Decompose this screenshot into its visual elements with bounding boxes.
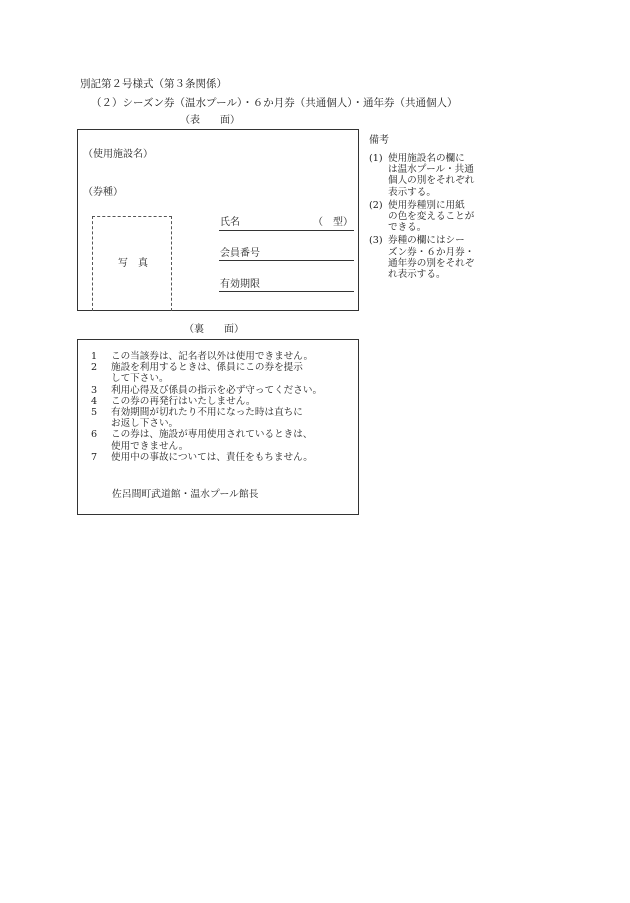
issuer-name: 佐呂間町武道館・温水プール館長 [112, 489, 259, 500]
rule-text: この当該券は、記名者以外は使用できません。 [111, 351, 314, 362]
expiry-line [219, 291, 354, 292]
form-subtitle: （２）シーズン券（温水プール）・６か月券（共通個人）・通年券（共通個人） [91, 97, 458, 109]
rule-item [91, 351, 356, 362]
blood-type-label: （ 型） [313, 217, 353, 228]
rule-text: この券は、施設が専用使用されているときは、 使用できません。 [111, 429, 313, 452]
rule-item [91, 385, 356, 396]
ticket-type-label: （券種） [83, 187, 123, 198]
back-side-label: （裏 面） [184, 324, 244, 335]
rule-text: この券の再発行はいたしません。 [111, 395, 256, 407]
rule-item [91, 362, 356, 384]
name-line [219, 230, 354, 231]
remark-text: 使用施設名の欄に は温水プール・共通 個人の別をそれぞれ 表示する。 [388, 153, 475, 198]
rule-text: 使用中の事故については、責任をもちません。 [111, 451, 313, 463]
remark-number: (2) [369, 199, 383, 211]
remarks-title: 備考 [369, 135, 389, 146]
remark-item [369, 200, 495, 234]
rule-text: 施設を利用するときは、係員にこの券を提示 して下さい。 [111, 362, 303, 385]
rule-text: 有効期間が切れたり不用になった時は直ちに お返し下さい。 [111, 407, 303, 430]
rule-number: 6 [91, 429, 98, 441]
name-label: 氏名 [220, 217, 240, 228]
remark-text: 使用券種別に用紙 の色を変えることが できる。 [388, 199, 475, 234]
rule-item [91, 429, 356, 451]
rule-number: 5 [91, 407, 98, 419]
rule-number: 4 [91, 395, 98, 407]
remark-number: (3) [369, 235, 383, 247]
rule-text: 利用心得及び係員の指示を必ず守ってください。 [111, 384, 323, 396]
expiry-label: 有効期限 [220, 279, 260, 290]
rule-item [91, 396, 356, 407]
rule-number: 1 [91, 351, 98, 362]
facility-name-label: （使用施設名） [83, 149, 153, 160]
form-number-heading: 別記第２号様式（第３条関係） [80, 78, 227, 90]
rules-list [91, 351, 356, 463]
rule-item [91, 452, 356, 463]
member-number-line [219, 260, 354, 261]
rule-item [91, 407, 356, 429]
member-number-label: 会員番号 [220, 248, 260, 259]
remark-item [369, 153, 495, 198]
front-side-label: （表 面） [180, 115, 240, 126]
remark-item [369, 235, 495, 280]
remark-text: 券種の欄にはシー ズン券・６か月券・ 通年券の別をそれぞ れ表示する。 [388, 235, 475, 281]
rule-number: 7 [91, 451, 98, 463]
remarks-notes [369, 151, 495, 280]
rule-number: 3 [91, 384, 98, 396]
rule-number: 2 [91, 362, 98, 374]
photo-label: 写 真 [118, 258, 148, 269]
remark-number: (1) [369, 153, 383, 164]
